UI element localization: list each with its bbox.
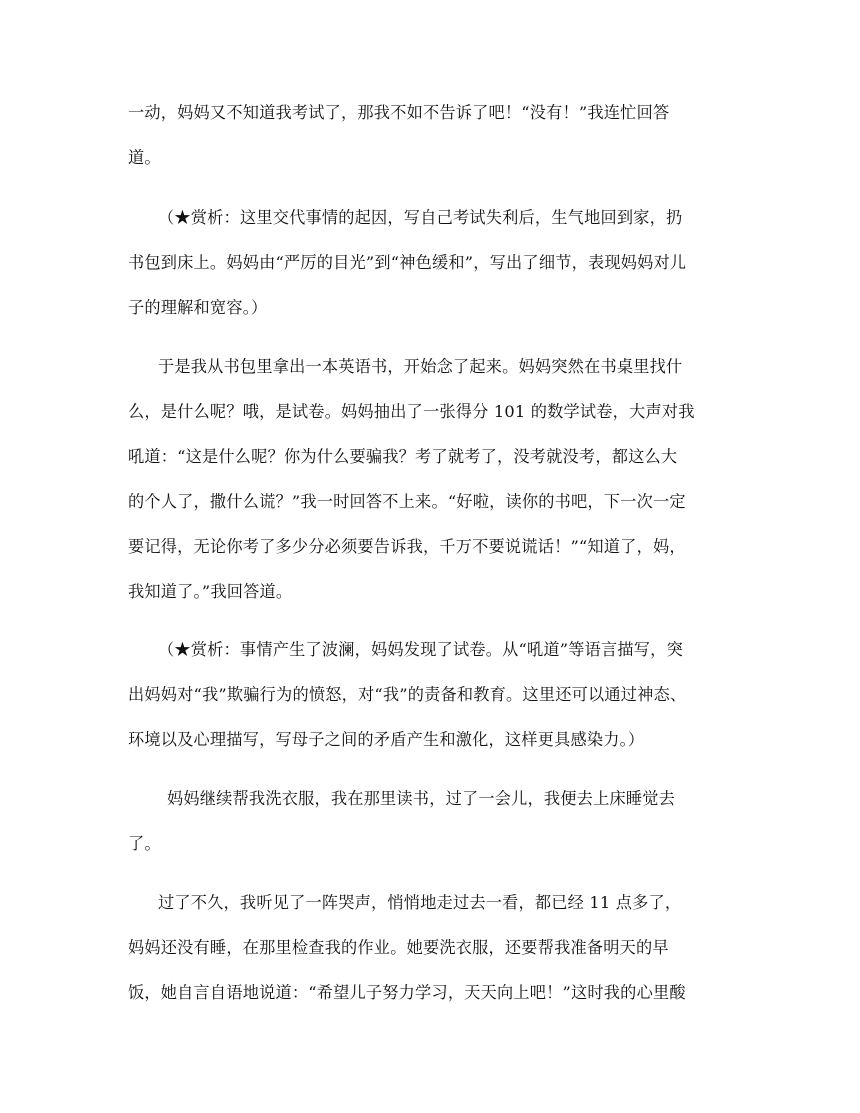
paragraph-1-line-1: 一动，妈妈又不知道我考试了，那我不如不告诉了吧！“没有！”我连忙回答 xyxy=(128,103,670,122)
paragraph-6-line-2: 妈妈还没有睡，在那里检查我的作业。她要洗衣服，还要帮我准备明天的早 xyxy=(128,938,669,957)
paragraph-4-line-1: （★赏析：事情产生了波澜，妈妈发现了试卷。从“吼道”等语言描写，突 xyxy=(158,640,683,659)
paragraph-1-line-2: 道。 xyxy=(128,148,161,167)
paragraph-5-line-2: 了。 xyxy=(128,834,161,853)
paragraph-3-line-2: 么，是什么呢？哦，是试卷。妈妈抽出了一张得分 101 的数学试卷，大声对我 xyxy=(128,402,695,421)
paragraph-3-line-4: 的个人了，撒什么谎？”我一时回答不上来。“好啦，读你的书吧，下一次一定 xyxy=(128,492,686,511)
paragraph-4-line-3: 环境以及心理描写，写母子之间的矛盾产生和激化，这样更具感染力。） xyxy=(128,730,645,749)
paragraph-6-line-3: 饭，她自言自语地说道：“希望儿子努力学习，天天向上吧！”这时我的心里酸 xyxy=(128,983,686,1002)
paragraph-3-line-6: 我知道了。”我回答道。 xyxy=(128,582,293,601)
paragraph-6-line-1: 过了不久，我听见了一阵哭声，悄悄地走过去一看，都已经 11 点多了， xyxy=(158,893,682,912)
paragraph-4-line-2: 出妈妈对“我”欺骗行为的愤怒，对“我”的责备和教育。这里还可以通过神态、 xyxy=(128,685,687,704)
paragraph-2-line-2: 书包到床上。妈妈由“严厉的目光”到“神色缓和”，写出了细节，表现妈妈对儿 xyxy=(128,253,687,272)
paragraph-2-line-3: 子的理解和宽容。） xyxy=(128,298,268,317)
paragraph-2-line-1: （★赏析：这里交代事情的起因，写自己考试失利后，生气地回到家，扔 xyxy=(158,208,683,227)
paragraph-3-line-1: 于是我从书包里拿出一本英语书，开始念了起来。妈妈突然在书桌里找什 xyxy=(158,357,683,376)
paragraph-5-line-1: 妈妈继续帮我洗衣服，我在那里读书，过了一会儿，我便去上床睡觉去 xyxy=(167,789,676,808)
paragraph-3-line-3: 吼道：“这是什么呢？你为什么要骗我？考了就考了，没考就没考，都这么大 xyxy=(128,447,678,466)
paragraph-3-line-5: 要记得，无论你考了多少分必须要告诉我，千万不要说谎话！”“知道了，妈， xyxy=(128,537,686,556)
